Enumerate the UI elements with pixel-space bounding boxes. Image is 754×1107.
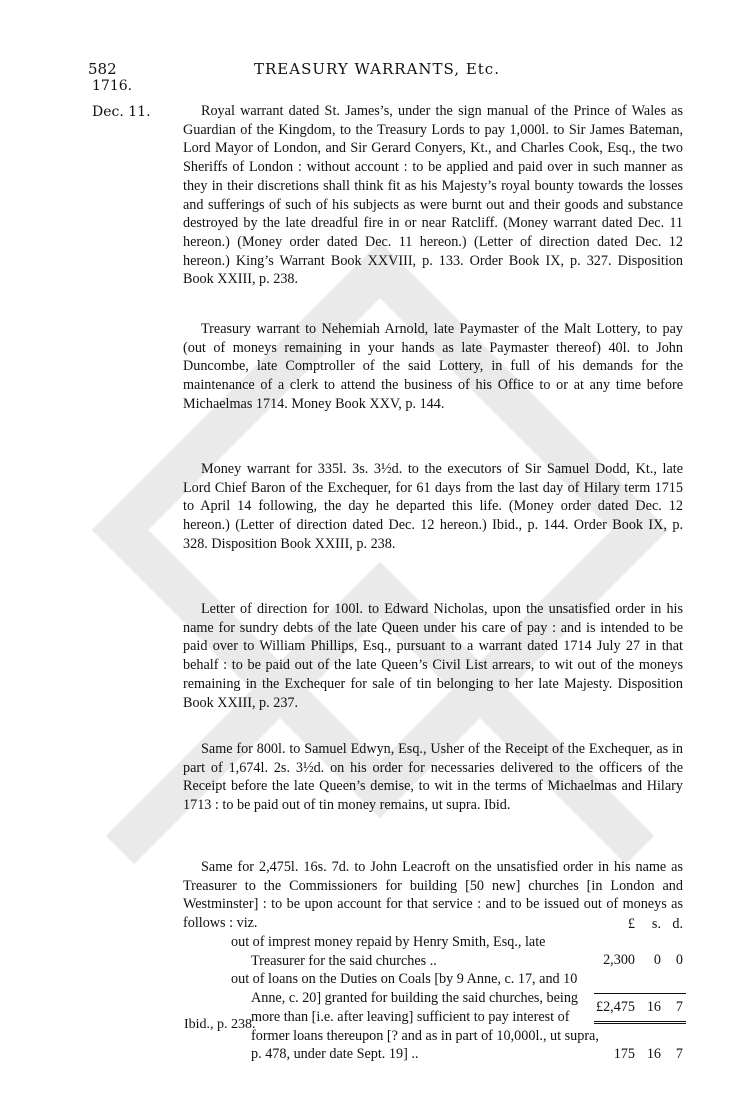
header-pence: d. <box>672 916 683 932</box>
entry-1 <box>183 102 683 289</box>
total-pence: 7 <box>675 999 683 1015</box>
row-description: out of loans on the Duties on Coals [by 9 Anne, c. 17, and 10 Anne, c. 20] granted for building the said churches, being more than [i.e. after leaving] sufficient to pay interest of former loans thereupon [? and as in part of 10,000l., ut supra, p. 478, under date Sept. 19] .. <box>231 971 599 1063</box>
entry-text: Letter of direction for 100l. to Edward Nicholas, upon the unsatisfied order in his name for sundry debts of the late Queen under his care of pay : and is intended to be paid over to William Phillips, Esq., pursuant to a warrant dated 1714 July 27 in that behalf : to be paid out of the late Queen’s Civil List arrears, to wit out of the moneys remaining in the Exchequer for sale of tin belonging to her late Majesty. Disposition Book XXIII, p. 237. <box>183 601 683 711</box>
table-row <box>183 933 683 970</box>
margin-year: 1716. <box>92 78 133 94</box>
row-shillings: 16 <box>646 1046 661 1063</box>
row-shillings: 0 <box>653 952 661 968</box>
entry-3 <box>183 460 683 554</box>
entry-text: Same for 2,475l. 16s. 7d. to John Leacroft on the unsatisfied order in his name as Treasurer to the Commissioners for building [50 new] churches [in London and Westminster] : to be upon account for that service : and to be issued out of moneys as follows : viz. <box>183 859 683 932</box>
row-pounds: 2,300 <box>603 952 635 968</box>
total-double-rule <box>594 1021 686 1024</box>
row-description: out of imprest money repaid by Henry Smith, Esq., late Treasurer for the said churches .. <box>231 934 546 969</box>
header-pounds: £ <box>627 916 635 932</box>
footer-reference: Ibid., p. 238. <box>184 1017 256 1032</box>
row-pence: 7 <box>675 1046 683 1063</box>
entry-4 <box>183 600 683 712</box>
entry-5 <box>183 740 683 815</box>
total-shillings: 16 <box>646 999 661 1015</box>
table-row <box>183 970 683 1064</box>
entry-text: Royal warrant dated St. James’s, under the sign manual of the Prince of Wales as Guardian of the Kingdom, to the Treasury Lords to pay 1,000l. to Sir James Bateman, Lord Mayor of London, and Sir Gerard Conyers, Kt., and Charles Cook, Esq., the two Sheriffs of London : without account : to be applied and paid over in such manner as they in their discretions shall think fit as his Majesty’s royal bounty towards the losses and sufferings of such of his subjects as were burnt out and their goods and substance destroyed by the late dreadful fire in or near Ratcliff. (Money warrant dated Dec. 11 hereon.) (Money order dated Dec. 11 hereon.) (Letter of direction dated Dec. 12 hereon.) King’s Warrant Book XXVIII, p. 133. Order Book IX, p. 327. Disposition Book XXIII, p. 238. <box>183 103 683 288</box>
page-number: 582 <box>88 60 117 78</box>
entry-2 <box>183 320 683 414</box>
margin-date: Dec. 11. <box>92 104 151 120</box>
row-pounds: 175 <box>613 1046 635 1063</box>
entry-text: Same for 800l. to Samuel Edwyn, Esq., Usher of the Receipt of the Exchequer, as in part of 1,674l. 2s. 3½d. on his order for necessaries delivered to the officers of the Receipt before the late Queen’s demise, to wit in the terms of Michaelmas and Hilary 1713 : to be paid out of tin money remains, ut supra. Ibid. <box>183 741 683 814</box>
entry-text: Treasury warrant to Nehemiah Arnold, late Paymaster of the Malt Lottery, to pay (out of moneys remaining in your hands as late Paymaster thereof) 40l. to John Duncombe, late Comptroller of the said Lottery, in full of his demands for the maintenance of a clerk to attend the business of his Office to or at any time before Michaelmas 1714. Money Book XXV, p. 144. <box>183 321 683 412</box>
running-head: TREASURY WARRANTS, Etc. <box>254 60 500 78</box>
subtotal-rule <box>594 993 686 994</box>
header-shillings: s. <box>651 916 661 932</box>
entry-text: Money warrant for 335l. 3s. 3½d. to the executors of Sir Samuel Dodd, Kt., late Lord Chief Baron of the Exchequer, for 61 days from the last day of Hilary term 1715 to April 14 following, the day he departed this life. (Money order dated Dec. 12 hereon.) (Letter of direction dated Dec. 12 hereon.) Ibid., p. 144. Order Book IX, p. 328. Disposition Book XXIII, p. 238. <box>183 461 683 552</box>
total-pounds: £2,475 <box>595 999 635 1015</box>
row-pence: 0 <box>675 952 683 968</box>
